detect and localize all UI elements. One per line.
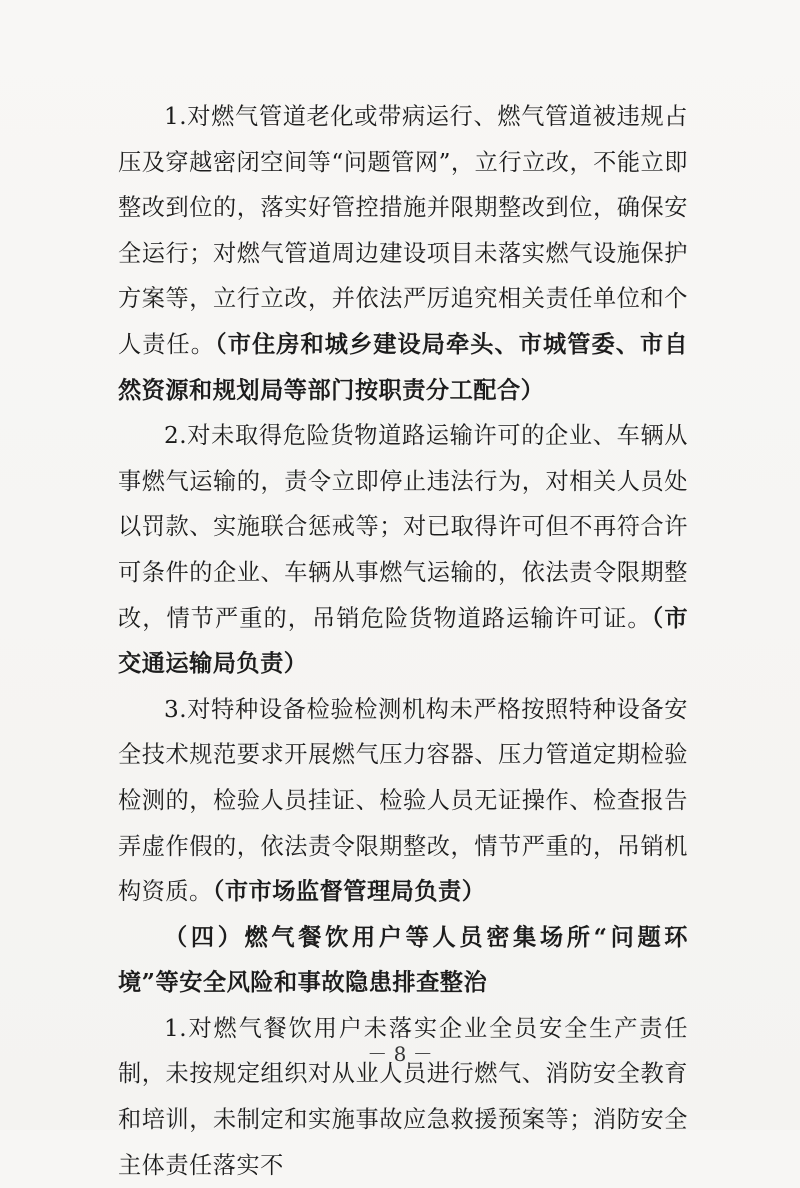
item-3-text: 3.对特种设备检验检测机构未严格按照特种设备安全技术规范要求开展燃气压力容器、压力管道定期检验检测的，检验人员挂证、检验人员无证操作、检查报告弄虚作假的，依法责令限期整改，情节严重的，吊销机构资质。 [118, 695, 688, 906]
paragraph-item-1 [118, 94, 688, 413]
item-1-text: 1.对燃气管道老化或带病运行、燃气管道被违规占压及穿越密闭空间等“问题管网”，立行立改，不能立即整改到位的，落实好管控措施并限期整改到位，确保安全运行；对燃气管道周边建设项目未落实燃气设施保护方案等，立行立改，并依法严厉追究相关责任单位和个人责任。 [118, 103, 688, 358]
paragraph-item-4-1 [118, 1006, 688, 1188]
item-1-responsibility: （市住房和城乡建设局牵头、市城管委、市自然资源和规划局等部门按职责分工配合） [118, 330, 688, 404]
item-2-text: 2.对未取得危险货物道路运输许可的企业、车辆从事燃气运输的，责令立即停止违法行为，对相关人员处以罚款、实施联合惩戒等；对已取得许可但不再符合许可条件的企业、车辆从事燃气运输的，依法责令限期整改，情节严重的，吊销危险货物道路运输许可证。 [118, 422, 688, 632]
item-4-1-text: 1.对燃气餐饮用户未落实企业全员安全生产责任制，未按规定组织对从业人员进行燃气、消防安全教育和培训，未制定和实施事故应急救援预案等；消防安全主体责任落实不 [118, 1014, 688, 1179]
paragraph-item-2 [118, 413, 688, 687]
paragraph-item-3 [118, 687, 688, 915]
document-body [118, 94, 688, 1188]
section-heading-4: （四）燃气餐饮用户等人员密集场所“问题环境”等安全风险和事故隐患排查整治 [118, 923, 688, 997]
item-2-responsibility: （市交通运输局负责） [118, 604, 689, 678]
item-3-responsibility: （市市场监督管理局负责） [212, 878, 486, 906]
page-number: － 8 － [367, 1042, 433, 1066]
